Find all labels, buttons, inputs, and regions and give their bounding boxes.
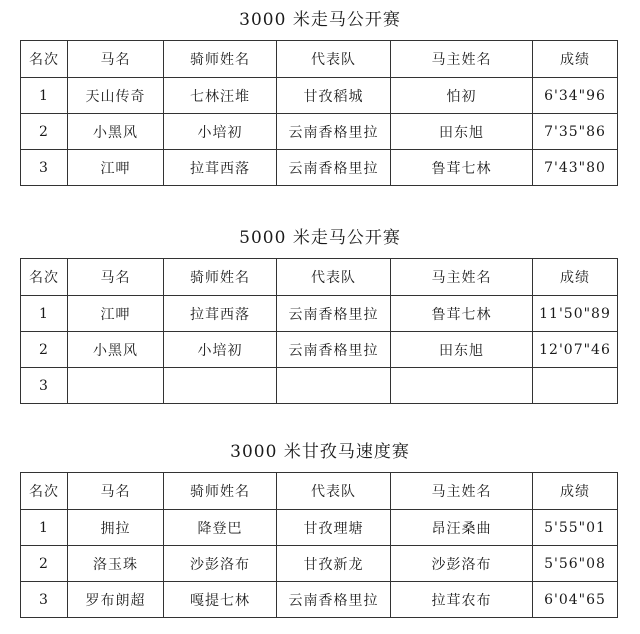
cell-rank: 3 [21,582,68,618]
table-section-3 [0,440,640,609]
header-jockey: 骑师姓名 [164,473,277,510]
cell-rank: 3 [21,150,68,186]
cell-team: 云南香格里拉 [277,582,391,618]
header-horse: 马名 [68,473,164,510]
cell-jockey: 嘎提七林 [164,582,277,618]
header-jockey: 骑师姓名 [164,41,277,78]
table-row [21,546,618,582]
cell-rank: 1 [21,510,68,546]
cell-owner: 怕初 [391,78,533,114]
header-owner: 马主姓名 [391,473,533,510]
cell-owner: 沙彭洛布 [391,546,533,582]
cell-rank: 2 [21,332,68,368]
header-owner: 马主姓名 [391,259,533,296]
table-row [21,332,618,368]
header-horse: 马名 [68,259,164,296]
cell-horse: 小黑风 [68,114,164,150]
cell-rank: 2 [21,546,68,582]
cell-team: 云南香格里拉 [277,332,391,368]
cell-team: 甘孜理塘 [277,510,391,546]
table-row [21,368,618,404]
cell-owner [391,368,533,404]
cell-team [277,368,391,404]
results-table [20,40,618,186]
cell-horse: 江呷 [68,296,164,332]
cell-owner: 田东旭 [391,114,533,150]
cell-result: 5'55"01 [533,510,618,546]
cell-result: 5'56"08 [533,546,618,582]
cell-rank: 2 [21,114,68,150]
header-row [21,259,618,296]
cell-result: 7'43"80 [533,150,618,186]
header-result: 成绩 [533,259,618,296]
cell-jockey [164,368,277,404]
cell-result [533,368,618,404]
cell-horse: 洛玉珠 [68,546,164,582]
header-rank: 名次 [21,259,68,296]
cell-rank: 1 [21,296,68,332]
table-title: 3000 米走马公开赛 [239,10,401,30]
cell-horse [68,368,164,404]
cell-team: 甘孜新龙 [277,546,391,582]
header-horse: 马名 [68,41,164,78]
cell-jockey: 小培初 [164,332,277,368]
header-row [21,41,618,78]
cell-team: 云南香格里拉 [277,150,391,186]
header-team: 代表队 [277,259,391,296]
cell-result: 6'34"96 [533,78,618,114]
cell-horse: 江呷 [68,150,164,186]
cell-owner: 拉茸农布 [391,582,533,618]
cell-jockey: 沙彭洛布 [164,546,277,582]
cell-horse: 拥拉 [68,510,164,546]
cell-result: 6'04"65 [533,582,618,618]
results-table [20,258,618,404]
header-row [21,473,618,510]
table-row [21,296,618,332]
results-table [20,472,618,618]
cell-owner: 鲁茸七林 [391,296,533,332]
table-row [21,150,618,186]
table-title: 3000 米甘孜马速度赛 [230,442,410,462]
header-owner: 马主姓名 [391,41,533,78]
table-row [21,78,618,114]
cell-jockey: 降登巴 [164,510,277,546]
cell-rank: 3 [21,368,68,404]
header-team: 代表队 [277,473,391,510]
header-result: 成绩 [533,41,618,78]
cell-jockey: 拉茸西落 [164,296,277,332]
cell-team: 云南香格里拉 [277,296,391,332]
table-row [21,582,618,618]
table-title: 5000 米走马公开赛 [239,228,401,248]
table-section-2 [0,226,640,394]
cell-team: 云南香格里拉 [277,114,391,150]
cell-result: 11'50"89 [533,296,618,332]
table-row [21,510,618,546]
header-team: 代表队 [277,41,391,78]
cell-result: 7'35"86 [533,114,618,150]
cell-owner: 鲁茸七林 [391,150,533,186]
cell-rank: 1 [21,78,68,114]
cell-jockey: 七林汪堆 [164,78,277,114]
cell-owner: 昂汪桑曲 [391,510,533,546]
header-rank: 名次 [21,41,68,78]
cell-horse: 罗布朗超 [68,582,164,618]
header-result: 成绩 [533,473,618,510]
header-rank: 名次 [21,473,68,510]
header-jockey: 骑师姓名 [164,259,277,296]
cell-horse: 天山传奇 [68,78,164,114]
cell-jockey: 小培初 [164,114,277,150]
cell-team: 甘孜稻城 [277,78,391,114]
cell-result: 12'07"46 [533,332,618,368]
table-section-1 [0,8,640,177]
cell-horse: 小黑风 [68,332,164,368]
cell-jockey: 拉茸西落 [164,150,277,186]
cell-owner: 田东旭 [391,332,533,368]
table-row [21,114,618,150]
